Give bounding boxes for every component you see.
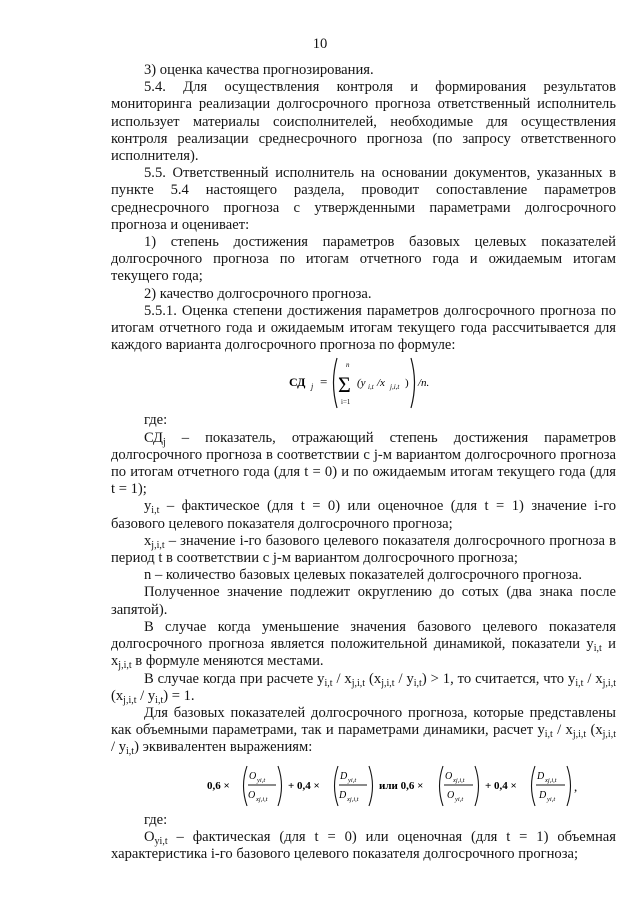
formula-weighted-f2-num-sub: yi,t	[348, 776, 357, 784]
paragraph-swap: В случае когда уменьшение значения базового целевого показателя долгосрочного прогноза является положительной динамикой, показатели $y_{i,t}$ и $x_{j,i,t}$ в формуле меняются местами.	[111, 618, 616, 672]
formula-sd-right-paren	[411, 358, 415, 408]
definition-y: $y_{i,t}$ – фактическое (для t = 0) или оценочное (для t = 1) значение i-го базового целевого показателя долгосрочного прогноза;	[111, 498, 616, 532]
formula-weighted-paren-4l	[532, 766, 536, 806]
formula-weighted-paren-4r	[567, 766, 571, 806]
formula-sd-sum-bottom: i=1	[341, 398, 351, 407]
definition-o: $O_{yi,t}$ – фактическая (для t = 0) или оценочная (для t = 1) объемная характеристика i-го базового целевого показателя долгосрочного прогноза;	[111, 828, 616, 862]
formula-weighted-f4-den: D	[539, 789, 547, 801]
paragraph-item-2: 2) качество долгосрочного прогноза.	[144, 285, 372, 302]
paragraph-volume-dynamics: Для базовых показателей долгосрочного прогноза, которые представлены как объемными параметрами, так и параметрами динамики, расчет $y_{i,t} / x_{j,i,t}$ $(x_{j,i,t} / y_{i,t})$ эквивалентен выражениям:	[111, 704, 616, 758]
definition-x: $x_{j,i,t}$ – значение i-го базового целевого показателя долгосрочного прогноза в период t в соответствии с j-м вариантом долгосрочного прогноза;	[111, 532, 616, 567]
formula-weighted	[111, 760, 616, 812]
formula-weighted-paren-1r	[278, 766, 282, 806]
formula-weighted-f1-den-sub: xj,i,t	[256, 795, 268, 803]
formula-weighted-f2-den-sub: xj,i,t	[347, 795, 359, 803]
formula-weighted-svg	[111, 760, 616, 812]
formula-weighted-paren-1l	[244, 766, 248, 806]
formula-sd-lhs-sub: j	[311, 382, 314, 392]
formula-weighted-end: ,	[574, 778, 578, 794]
formula-sd-svg	[111, 354, 616, 412]
formula-weighted-paren-2r	[369, 766, 373, 806]
formula-weighted-f4-num: D	[537, 770, 545, 782]
formula-weighted-paren-3r	[475, 766, 479, 806]
formula-sd	[111, 354, 616, 412]
formula-weighted-f3-num: O	[445, 770, 453, 782]
formula-sd-sigma: Σ	[338, 372, 351, 398]
formula-sd-term-sub2: j,i,t	[390, 383, 400, 392]
formula-weighted-coef1: 0,6 ×	[207, 779, 230, 792]
paragraph-5-5: 5.5. Ответственный исполнитель на основании документов, указанных в пункте 5.4 настоящего раздела, проводит сопоставление параметров среднесрочного прогноза с утвержденными параметрами долгосрочного прогноза и оценивает:	[111, 165, 616, 233]
formula-weighted-f1-num-sub: yi,t	[257, 776, 266, 784]
formula-sd-eq: =	[320, 374, 328, 390]
where-label-2: где:	[144, 811, 168, 828]
page-number: 10	[312, 36, 328, 52]
formula-sd-tail: /n.	[418, 377, 430, 390]
formula-sd-lhs: СД	[289, 375, 306, 390]
paragraph-list-item-3: 3) оценка качества прогнозирования.	[144, 62, 374, 78]
formula-sd-term-open: (y	[357, 377, 366, 390]
formula-weighted-f3-num-sub: xj,i,t	[453, 776, 465, 784]
paragraph-5-5-1: 5.5.1. Оценка степени достижения параметров долгосрочного прогноза по итогам отчетного года и ожидаемым итогам текущего года рассчитывается для каждого варианта долгосрочного прогноза по формуле:	[111, 302, 616, 354]
where-label-1: где:	[144, 412, 168, 429]
formula-weighted-f4-num-sub: xj,i,t	[545, 776, 557, 784]
formula-weighted-f3-den-sub: yi,t	[455, 795, 464, 803]
formula-weighted-f3-den: O	[447, 789, 455, 801]
formula-sd-term-sub1: i,t	[368, 383, 374, 392]
paragraph-5-4: 5.4. Для осуществления контроля и формирования результатов мониторинга реализации долгосрочного прогноза ответственный исполнитель использует материалы соисполнителей, необходимые для осуществления контроля реализации среднесрочного прогноза (по запросу ответственного исполнителя).	[111, 79, 616, 165]
formula-sd-left-paren	[334, 358, 338, 408]
formula-weighted-or: или 0,6 ×	[379, 779, 424, 792]
paragraph-cap: В случае когда при расчете $y_{i,t} / x_{j,i,t}$ $(x_{j,i,t} / y_{i,t}) > 1$, то считается, что $y_{i,t} / x_{j,i,t}$ $(x_{j,i,t} / y_{i,t}) = 1$.	[111, 670, 616, 706]
formula-weighted-f2-num: D	[340, 770, 348, 782]
formula-sd-term-close: )	[405, 377, 409, 390]
formula-weighted-f1-den: O	[248, 789, 256, 801]
formula-sd-sum-top: n	[346, 361, 350, 370]
paragraph-item-1: 1) степень достижения параметров базовых целевых показателей долгосрочного прогноза по итогам отчетного года и ожидаемым итогам текущего года;	[111, 234, 616, 285]
definition-n: n – количество базовых целевых показателей долгосрочного прогноза.	[144, 567, 582, 584]
definition-sd: $СД_j$ – показатель, отражающий степень достижения параметров долгосрочного прогноза в соответствии с j-м вариантом долгосрочного прогноза по итогам отчетного года (для t = 0) и по ожидаемым итогам текущего года (для t = 1);	[111, 429, 616, 498]
formula-weighted-f2-den: D	[339, 789, 347, 801]
formula-weighted-paren-3l	[440, 766, 444, 806]
formula-weighted-paren-2l	[335, 766, 339, 806]
paragraph-rounding: Полученное значение подлежит округлению до сотых (два знака после запятой).	[111, 584, 616, 618]
formula-weighted-plus2: + 0,4 ×	[485, 779, 517, 792]
document-body	[111, 62, 616, 863]
formula-weighted-plus1: + 0,4 ×	[288, 779, 320, 792]
formula-weighted-f1-num: O	[249, 770, 257, 782]
formula-sd-term-mid: /x	[377, 377, 385, 390]
formula-weighted-f4-den-sub: yi,t	[547, 795, 556, 803]
